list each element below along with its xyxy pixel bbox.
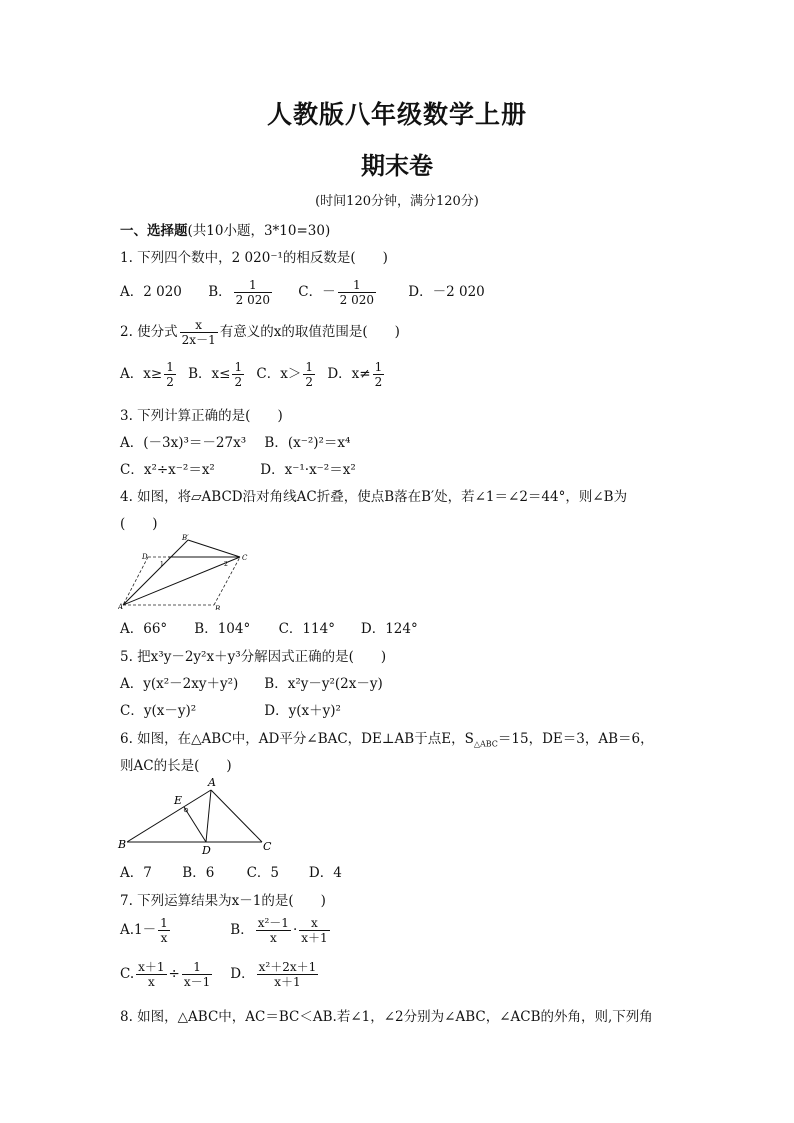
question-6-options	[120, 861, 342, 881]
label-angle-1: 1	[160, 561, 164, 568]
option-a	[120, 360, 178, 389]
option-c: C．y(x－y)²	[120, 703, 197, 719]
option-c	[298, 278, 378, 307]
denominator: x＋1	[274, 975, 301, 989]
question-7-options-row2	[120, 960, 320, 989]
option-c: C．114°	[278, 621, 335, 637]
option-d-label: D．x≠	[327, 366, 371, 382]
option-c-label: C．x＞	[256, 366, 302, 382]
option-c	[120, 960, 226, 989]
denominator: x	[269, 931, 277, 945]
numerator: x＋1	[138, 960, 165, 974]
denominator: x－1	[183, 975, 211, 989]
numerator: 1	[166, 360, 174, 374]
numerator: 1	[160, 916, 168, 930]
option-b: B．104°	[194, 621, 251, 637]
question-3-stem: 3. 下列计算正确的是( )	[120, 408, 283, 424]
option-a: A．y(x²－2xy＋y²)	[120, 676, 239, 692]
question-1-options	[120, 278, 485, 307]
question-5-options-row2	[120, 699, 341, 719]
fraction	[338, 278, 376, 307]
numerator: x²＋2x＋1	[258, 960, 317, 974]
option-b: B． $\frac{\text{x²－1}}{x}$ · $\frac{x}{x+1}$	[230, 916, 328, 945]
diagonal-ac	[123, 557, 240, 605]
option-a: A．2 020	[120, 284, 182, 300]
option-c: C．x²÷x⁻²＝x²	[120, 462, 215, 478]
denominator: x	[160, 931, 168, 945]
option-b	[208, 278, 274, 307]
question-3-options-row2	[120, 458, 356, 478]
numerator: 1	[374, 360, 383, 374]
denominator: 2	[166, 375, 174, 389]
numerator: 1	[182, 960, 212, 975]
divide-sign: ÷	[168, 966, 180, 982]
question-6-stem-line2: 则AC的长是( )	[120, 758, 232, 774]
fraction	[257, 960, 319, 989]
question-2-options	[120, 360, 386, 389]
side-ab	[127, 790, 211, 842]
denominator: 2x－1	[181, 333, 216, 347]
numerator: 1	[234, 278, 272, 293]
label-d: D	[142, 553, 148, 561]
option-d-label: D．	[230, 966, 255, 982]
page-subtitle: 期末卷	[361, 151, 433, 180]
question-4-paren: ( )	[120, 516, 158, 532]
label-d: D	[202, 844, 211, 856]
label-c: C	[242, 554, 248, 562]
stem-post: 有意义的x的取值范围是( )	[219, 324, 400, 340]
perpendicular-de	[184, 807, 206, 842]
option-b: B．x²y－y²(2x－y)	[264, 676, 383, 692]
option-d: D．－2 020	[408, 284, 485, 300]
option-d	[230, 960, 320, 989]
option-a-label: A.1－	[120, 922, 157, 938]
option-a: A．66°	[120, 621, 168, 637]
option-a-label: A．x≥	[120, 366, 163, 382]
option-d	[327, 360, 386, 389]
numerator: 1	[305, 360, 314, 374]
section-heading	[120, 219, 330, 239]
option-c	[256, 360, 317, 389]
option-d: D．x⁻¹·x⁻²＝x²	[260, 462, 356, 478]
fraction	[158, 916, 170, 945]
option-d: D．4	[308, 865, 342, 881]
triangle-figure	[116, 776, 276, 856]
question-7-options-row1	[120, 916, 332, 945]
denominator: 2 020	[235, 293, 270, 307]
fraction	[303, 360, 315, 389]
question-5-options-row1	[120, 672, 383, 692]
section-title: 一、选择题	[120, 223, 188, 239]
section-info: (共10小题，3*10=30)	[187, 223, 331, 239]
parallelogram-figure	[118, 532, 252, 610]
fraction	[232, 360, 244, 389]
segment-ab-prime	[123, 540, 188, 605]
side-da	[123, 557, 148, 605]
label-angle-2: 2	[224, 561, 228, 568]
denominator: 2	[374, 375, 383, 389]
question-4-options	[120, 617, 418, 637]
numerator: x	[299, 916, 329, 931]
fraction	[256, 916, 291, 945]
page-title: 人教版八年级数学上册	[266, 100, 527, 129]
option-b	[188, 360, 246, 389]
option-b-label: B．x≤	[188, 366, 231, 382]
fraction	[180, 318, 218, 347]
option-a: A．(－3x)³＝－27x³	[120, 435, 247, 451]
side-ac	[211, 790, 262, 842]
option-b-label: B．	[208, 284, 232, 300]
option-c: C．5	[246, 865, 280, 881]
stem-part1: 6. 如图，在△ABC中，AD平分∠BAC，DE⊥AB于点E，S	[120, 731, 474, 747]
question-6-stem-line1	[120, 727, 654, 749]
question-4-stem: 4. 如图，将▱ABCD沿对角线AC折叠，使点B落在B′处，若∠1＝∠2＝44°，则∠B为	[120, 489, 628, 505]
option-b: B．6	[182, 865, 215, 881]
denominator: 2	[305, 375, 314, 389]
question-7-stem: 7. 下列运算结果为x－1的是( )	[120, 893, 326, 909]
option-d: D．y(x＋y)²	[264, 703, 341, 719]
numerator: x²－1	[257, 916, 289, 930]
option-c-label: C．－	[298, 284, 336, 300]
question-5-stem: 5. 把x³y－2y²x＋y³分解因式正确的是( )	[120, 649, 387, 665]
fraction	[164, 360, 176, 389]
label-b: B	[118, 838, 127, 851]
denominator: 2 020	[339, 293, 374, 307]
fraction	[136, 960, 166, 989]
fraction	[299, 916, 329, 945]
stem-subscript: △ABC	[473, 739, 498, 749]
label-c: C	[263, 840, 272, 853]
fraction	[182, 960, 212, 989]
fraction	[373, 360, 385, 389]
question-1-stem: 1. 下列四个数中，2 020⁻¹的相反数是( )	[120, 250, 388, 266]
option-d: D．124°	[360, 621, 418, 637]
option-c-label: C.	[120, 966, 135, 982]
bisector-ad	[206, 790, 211, 842]
label-e: E	[174, 794, 183, 807]
numerator: x	[180, 318, 218, 333]
question-2-stem	[120, 318, 400, 347]
denominator: 2	[234, 375, 243, 389]
stem-pre: 2. 使分式	[120, 324, 178, 340]
label-a: A	[118, 603, 124, 610]
denominator: x＋1	[301, 931, 328, 945]
time-info: (时间120分钟，满分120分)	[315, 194, 479, 209]
label-b-prime: B′	[182, 534, 189, 542]
numerator: 1	[234, 360, 243, 374]
segment-b-prime-c	[188, 540, 240, 557]
fraction	[234, 278, 272, 307]
option-b-label: B．	[230, 922, 254, 938]
numerator: 1	[338, 278, 376, 293]
option-a: A．7	[120, 865, 152, 881]
option-a	[120, 916, 226, 945]
question-8-stem: 8. 如图，△ABC中，AC＝BC＜AB.若∠1，∠2分别为∠ABC，∠ACB的外角，则,下列角	[120, 1009, 653, 1025]
label-a: A	[208, 776, 216, 789]
question-3-options-row1	[120, 431, 350, 451]
option-b: B．(x⁻²)²＝x⁴	[264, 435, 351, 451]
label-b: B	[215, 605, 221, 610]
stem-part2: ＝15，DE＝3，AB＝6，	[497, 731, 654, 747]
denominator: x	[147, 975, 155, 989]
